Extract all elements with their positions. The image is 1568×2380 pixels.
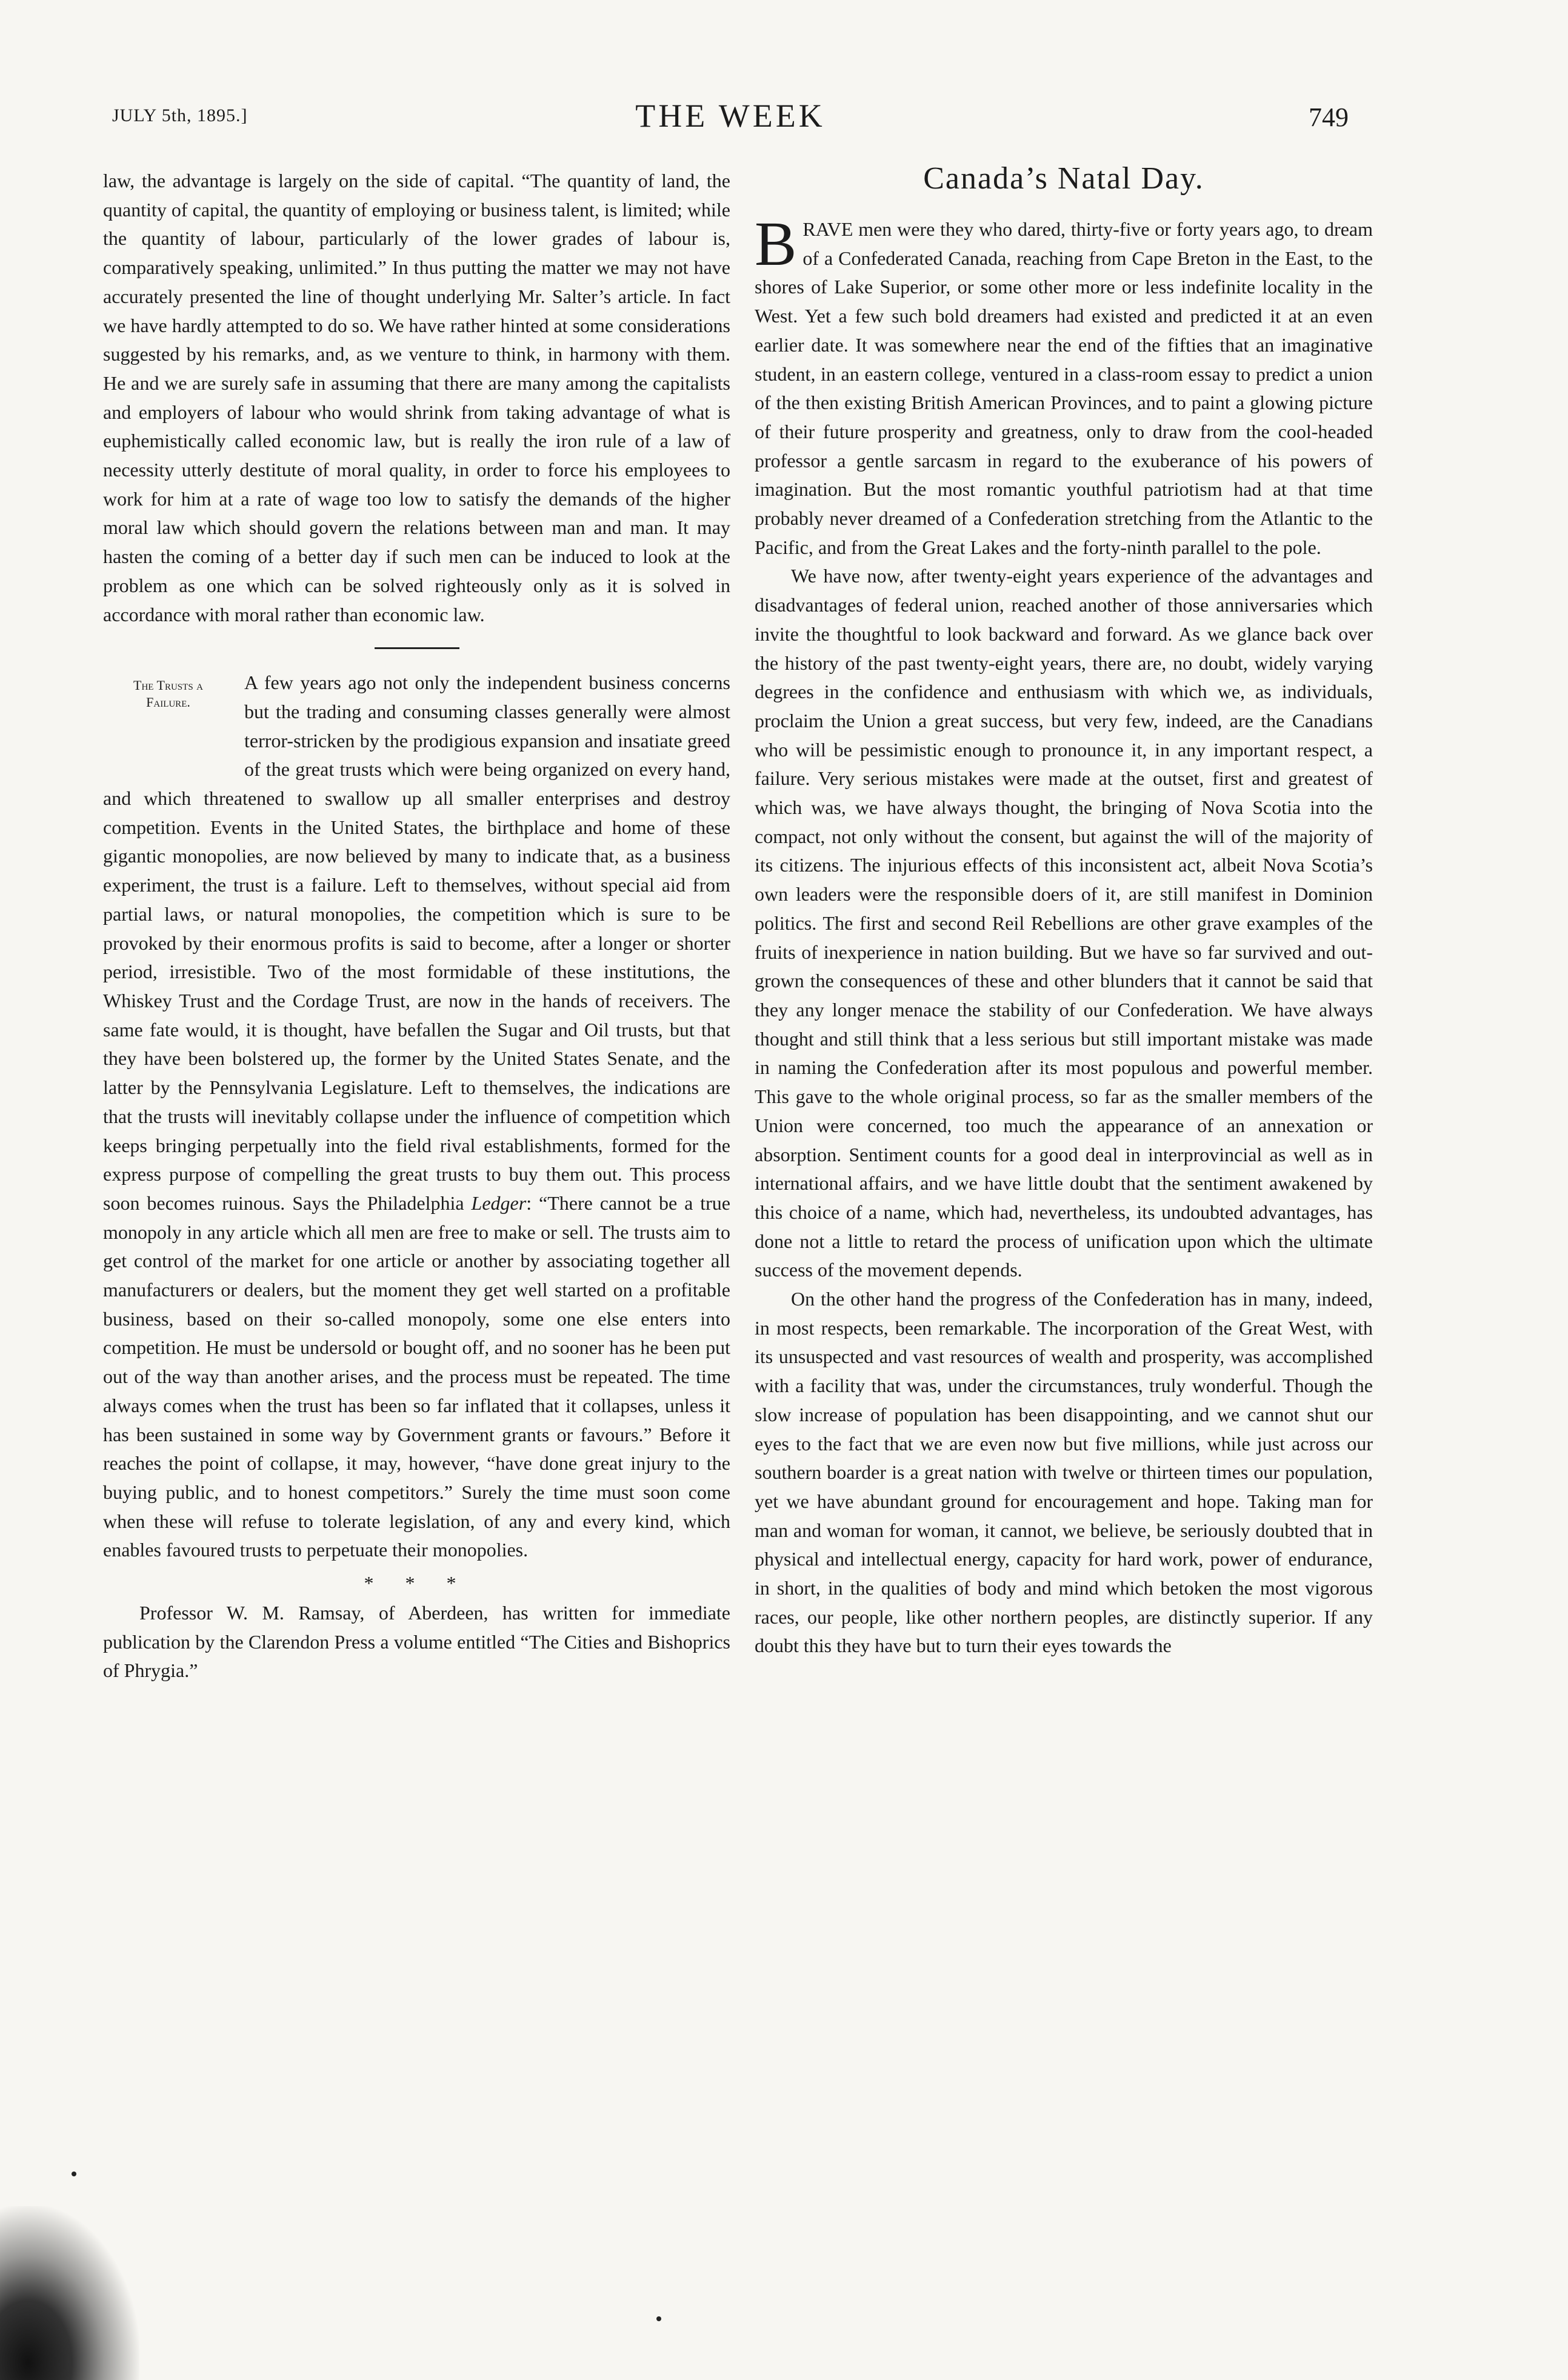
section-divider: [375, 647, 459, 649]
page-number: 749: [1309, 102, 1349, 132]
trusts-text-cont: : “There cannot be a true monopoly in any article which all men are free to make or sell. The trusts aim to get control of the market for one article or another by associating together all manufacturers or dealers, but the moment they get well started on a profitable business, based on their so-called monopoly, some one else enters into competition. He must be undersold or bought off, and no sooner has he been put out of the way than another arises, and the process must be repeated. The time always comes when the trust has been so far inflated that it collapses, unless it has been sustained in some way by Government grants or favours.” Before it reaches the point of collapse, it may, however, “have done great injury to the buying public, and to honest competitors.” Surely the time must soon come when these will refuse to tolerate legislation, of any and every kind, which enables favoured trusts to perpetuate their monopolies.: [103, 1192, 731, 1561]
asterism: * * *: [364, 1572, 470, 1595]
paragraph-brave-men: [755, 209, 1373, 562]
trusts-text: A few years ago not only the independent business concerns but the trading and consuming classes generally were almost terror-stricken by the prodigious expansion and insatiate greed of the great trusts which were being organized on every hand, and which threatened to swallow up all smaller enterprises and destroy competition. Events in the United States, the birthplace and home of these gigantic monopolies, are now believed by many to indicate that, as a business experiment, the trust is a failure. Left to themselves, without special aid from partial laws, or natural monopolies, the competition which is sure to be provoked by their enormous profits is said to become, after a longer or shorter period, irresistible. Two of the most formidable of these institutions, the Whiskey Trust and the Cordage Trust, are now in the hands of receivers. The same fate would, it is thought, have befallen the Sugar and Oil trusts, but that they have been bolstered up, the former by the United States Senate, and the latter by the Pennsylvania Legislature. Left to themselves, the indications are that the trusts will inevitably collapse under the influence of competition which keeps bringing perpetually into the field rival establishments, formed for the express purpose of compelling the great trusts to buy them out. This process soon becomes ruinous. Says the Philadelphia: [103, 672, 730, 1214]
paragraph-trusts: [103, 668, 730, 1565]
lead-word: RAVE: [802, 218, 853, 240]
ledger-title: Ledger: [471, 1192, 527, 1214]
sidenote-line: The Trusts a: [133, 678, 203, 693]
paragraph-twenty-eight-years: We have now, after twenty-eight years experience of the advantages and disadvantages of federal union, reached another of those anniversaries which invite the thoughtful to look backward and forward. As we glance back over the history of the past twenty-eight years, there are, no doubt, widely varying degrees in the confidence and enthusiasm with which we, as individuals, proclaim the Union a great success, but very few, indeed, are the Canadians who will be pessimistic enough to pronounce it, in any important respect, a failure. Very serious mistakes were made at the outset, first and greatest of which was, we have always thought, the bringing of Nova Scotia into the compact, not only without the consent, but against the will of the majority of its citizens. The injurious effects of this inconsistent act, albeit Nova Scotia’s own leaders were the responsible doers of it, are still manifest in Dominion politics. The first and second Reil Rebellions are other grave examples of the fruits of inexperience in nation building. But we have so far survived and out-grown the consequences of these and other blunders that it cannot be said that they any longer menace the stability of our Confederation. We have always thought and still think that a less serious but still important mistake was made in naming the Confederation after its most populous and powerful member. This gave to the whole original process, so far as the smaller members of the Union were concerned, too much the appearance of an annexation or absorption. Sentiment counts for a good deal in interprovincial as well as in international affairs, and we have little doubt that the sentiment awakened by this choice of a name, which had, nevertheless, its undoubted advantages, has done not a little to retard the process of unification upon which the ultimate success of the movement depends.: [755, 565, 1373, 1281]
right-column: [755, 161, 1373, 1661]
left-column: [103, 167, 730, 1685]
paragraph-ramsay: Professor W. M. Ramsay, of Aberdeen, has written for immediate publication by the Clarendon Press a volume entitled “The Cities and Bishoprics of Phrygia.”: [103, 1602, 730, 1682]
scan-speck: [72, 2172, 76, 2176]
page-header: [112, 97, 1349, 145]
trusts-section: [103, 668, 730, 1565]
paragraph-text: men were they who dared, thirty-five or forty years ago, to dream of a Confederated Canada, reaching from Cape Breton in the East, to the shores of Lake Superior, or some other more or less indefinite locality in the West. Yet a few such bold dreamers had existed and predicted it at an even earlier date. It was somewhere near the end of the fifties that an imaginative student, in an eastern college, ventured in a class-room essay to predict a union of the then existing British American Provinces, and to paint a glowing picture of their future prosperity and greatness, only to draw from the cool-headed professor a gentle sarcasm in regard to the exuberance of his powers of imagination. But the most romantic youthful patriotism had at that time probably never dreamed of a Confederation stretching from the Atlantic to the Pacific, and from the Great Lakes and the forty-ninth parallel to the pole.: [755, 218, 1373, 558]
paragraph-progress: On the other hand the progress of the Confederation has in many, indeed, in most respects, been remarkable. The incorporation of the Great West, with its unsuspected and vast resources of wealth and prosperity, was accomplished with a facility that was, under the circumstances, truly wonderful. Though the slow increase of population has been disappointing, and we cannot shut our eyes to the fact that we are even now but five millions, while just across our southern boarder is a great nation with twelve or thirteen times our population, yet we have abundant ground for encouragement and hope. Taking man for man and woman for woman, it cannot, we believe, be seriously doubted that in physical and intellectual energy, capacity for hard work, power of endurance, in short, in the qualities of body and mind which betoken the most vigorous races, our people, like other northern peoples, are distinctly superior. If any doubt this they have but to turn their eyes towards the: [755, 1288, 1373, 1657]
sidenote-line: Failure.: [146, 695, 190, 710]
article-title: Canada’s Natal Day.: [923, 161, 1204, 196]
scan-smudge: [0, 2206, 139, 2380]
sidenote-label: [103, 668, 233, 759]
drop-cap: B: [755, 209, 797, 279]
paragraph-capital-labour: law, the advantage is largely on the side of capital. “The quantity of land, the quantity of capital, the quantity of employing or business talent, is limited; while the quantity of labour, particularly of the lower grades of labour is, comparatively speaking, unlimited.” In thus putting the matter we may not have accurately presented the line of thought underlying Mr. Salter’s article. In fact we have hardly attempted to do so. We have rather hinted at some considerations suggested by his remarks, and, as we venture to think, in harmony with them. He and we are surely safe in assuming that there are many among the capitalists and employers of labour who would shrink from taking advantage of what is euphemistically called economic law, but is really the iron rule of a law of necessity utterly destitute of moral quality, in order to force his employees to work for him at a rate of wage too low to satisfy the demands of the higher moral law which should govern the relations between man and man. It may hasten the coming of a better day if such men can be induced to look at the problem as one which can be solved righteously only as it is solved in accordance with moral rather than economic law.: [103, 170, 730, 625]
scan-speck: [656, 2316, 661, 2321]
issue-date: JULY 5th, 1895.]: [112, 105, 248, 125]
masthead-title: THE WEEK: [635, 98, 826, 134]
